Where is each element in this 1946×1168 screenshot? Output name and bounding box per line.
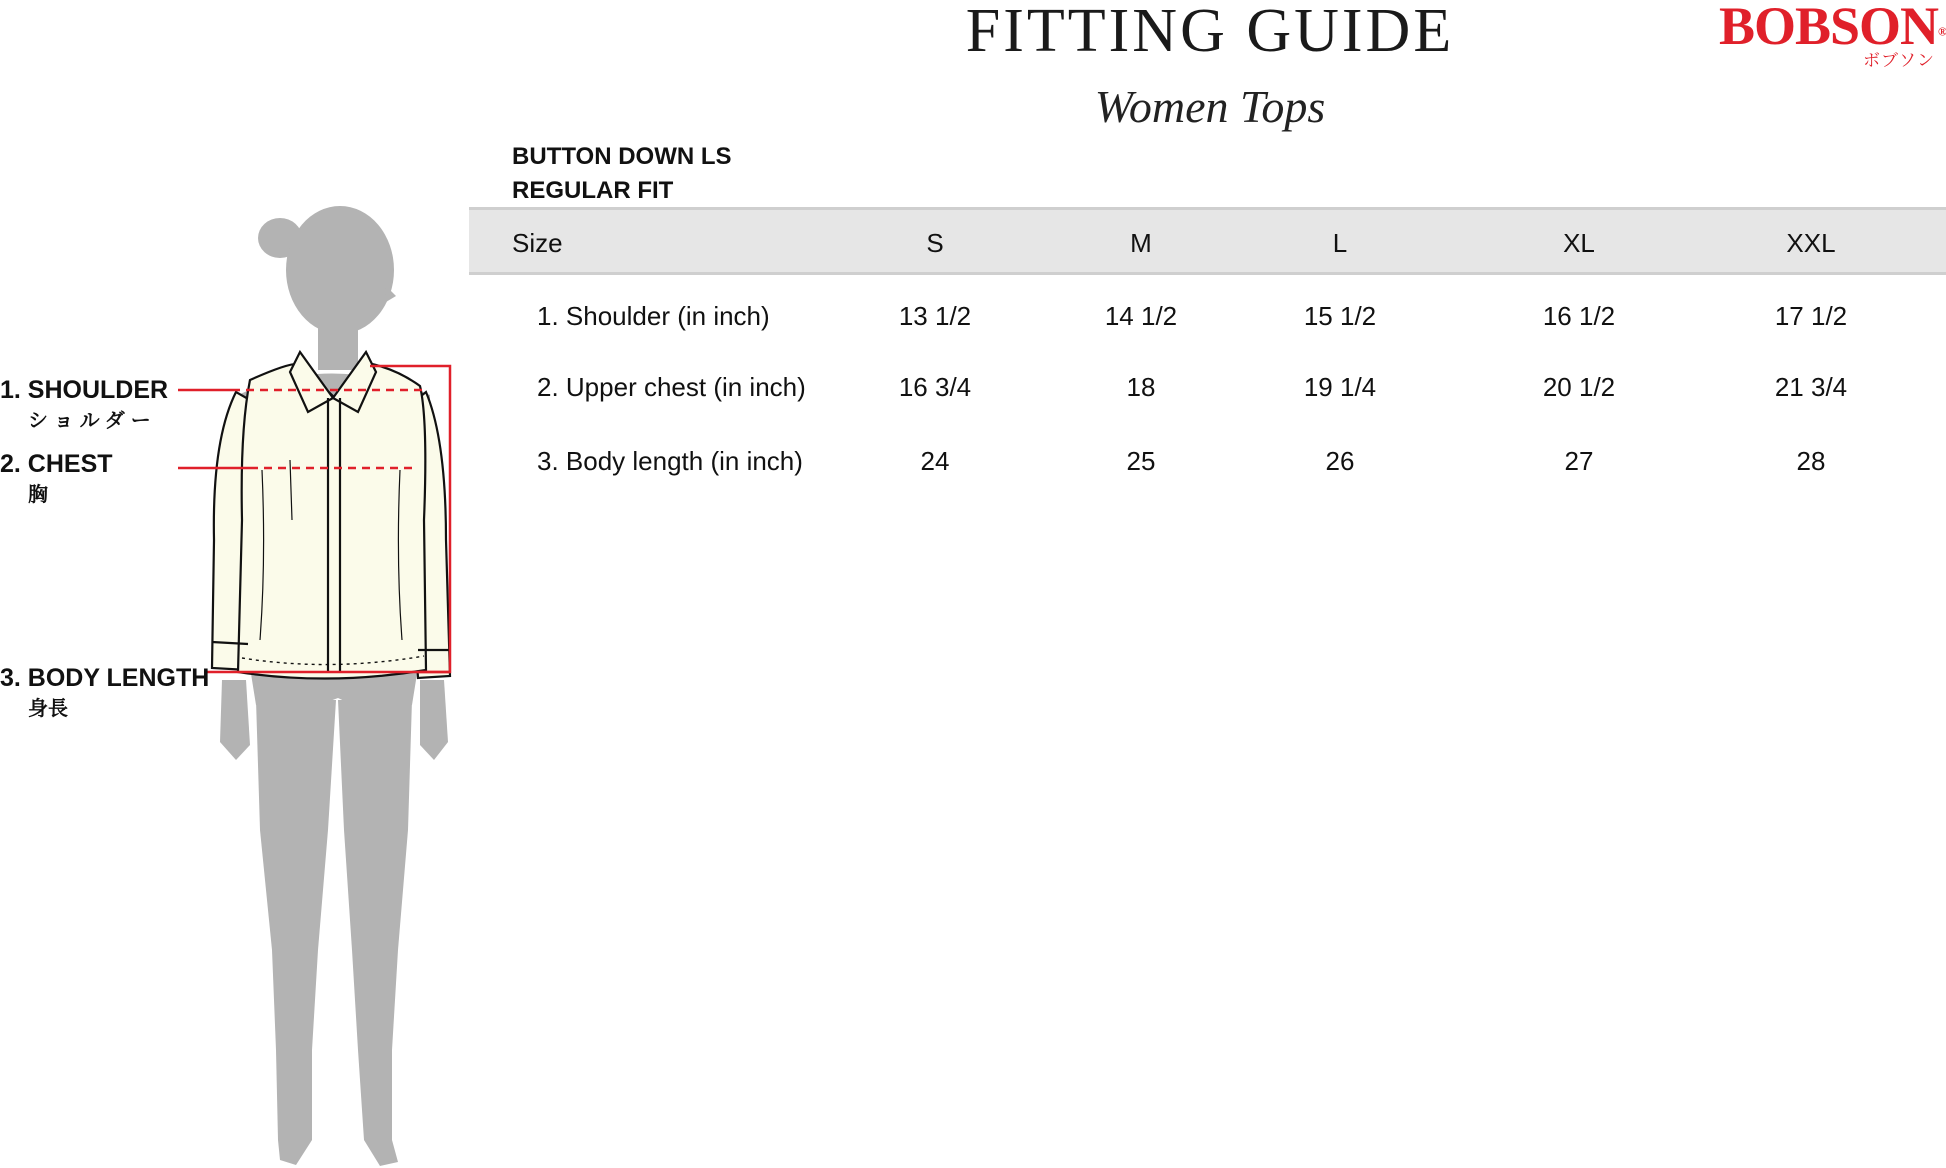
table-cell: 14 1/2 xyxy=(1104,301,1178,331)
table-cell: 26 xyxy=(1325,446,1355,476)
measure-label-chest: 2. CHEST xyxy=(0,450,113,478)
product-description xyxy=(512,140,732,208)
size-header-l: L xyxy=(1332,228,1348,258)
table-cell: 15 1/2 xyxy=(1303,301,1377,331)
table-cell: 17 1/2 xyxy=(1774,301,1848,331)
table-cell: 16 3/4 xyxy=(898,372,972,402)
table-cell: 21 3/4 xyxy=(1774,372,1848,402)
table-cell: 24 xyxy=(920,446,950,476)
body-silhouette xyxy=(220,206,448,1166)
brand-registered-mark: ® xyxy=(1938,24,1946,39)
page-title: FITTING GUIDE xyxy=(965,0,1455,65)
page-subtitle: Women Tops xyxy=(1094,81,1326,132)
row-label: 1. Shoulder (in inch) xyxy=(537,301,770,331)
brand-name: BOBSON xyxy=(1718,0,1939,56)
table-cell: 25 xyxy=(1126,446,1156,476)
measure-sub-shoulder: ショルダー xyxy=(28,410,157,432)
product-style: BUTTON DOWN LS xyxy=(512,143,732,170)
brand-katakana: ボブソン xyxy=(1863,51,1935,70)
size-header-xl: XL xyxy=(1563,228,1595,258)
measure-sub-chest: 胸 xyxy=(28,484,48,506)
measure-sub-body-length: 身長 xyxy=(28,698,68,720)
table-cell: 28 xyxy=(1796,446,1826,476)
size-header-xxl: XXL xyxy=(1786,228,1836,258)
row-label: 2. Upper chest (in inch) xyxy=(537,372,806,402)
size-table-header xyxy=(469,207,1946,275)
shirt-drawing xyxy=(212,352,450,679)
table-cell: 20 1/2 xyxy=(1542,372,1616,402)
row-label: 3. Body length (in inch) xyxy=(537,446,803,476)
size-header-s: S xyxy=(926,228,944,258)
product-fit: REGULAR FIT xyxy=(512,177,674,204)
measure-label-shoulder: 1. SHOULDER xyxy=(0,376,169,404)
size-header-m: M xyxy=(1130,228,1152,258)
table-cell: 27 xyxy=(1564,446,1594,476)
measure-label-body-length: 3. BODY LENGTH xyxy=(0,664,210,692)
size-header-label: Size xyxy=(512,228,563,258)
model-figure-illustration xyxy=(0,0,470,1168)
table-cell: 16 1/2 xyxy=(1542,301,1616,331)
table-cell: 13 1/2 xyxy=(898,301,972,331)
table-cell: 19 1/4 xyxy=(1303,372,1377,402)
table-cell: 18 xyxy=(1126,372,1156,402)
